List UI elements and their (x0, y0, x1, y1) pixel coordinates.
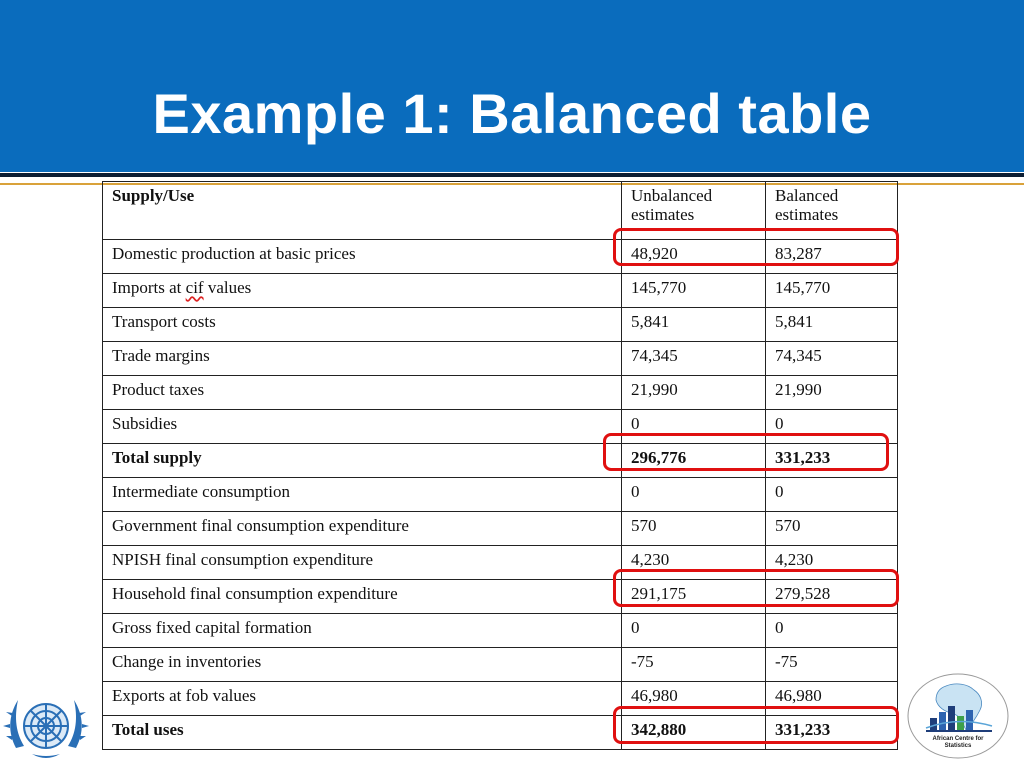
balanced-value: 331,233 (766, 444, 898, 478)
balanced-value: 4,230 (766, 546, 898, 580)
row-label (103, 512, 622, 546)
row-label (103, 614, 622, 648)
row-label-text: Subsidies (112, 414, 178, 433)
highlight-total-uses (613, 706, 899, 744)
row-label-text: Household final consumption expenditure (112, 584, 398, 603)
row-label-text: Imports at (112, 278, 186, 297)
balanced-value: 5,841 (766, 308, 898, 342)
unbalanced-value: 145,770 (622, 274, 766, 308)
unbalanced-value: 570 (622, 512, 766, 546)
balanced-value: -75 (766, 648, 898, 682)
header-unbalanced: Unbalanced estimates (622, 182, 766, 240)
slide-title: Example 1: Balanced table (152, 82, 872, 145)
unbalanced-value: 4,230 (622, 546, 766, 580)
balanced-value: 74,345 (766, 342, 898, 376)
row-label-text: Change in inventories (112, 652, 262, 671)
table-row (103, 478, 898, 512)
row-label-spellcheck-word: cif (185, 278, 204, 297)
balanced-value: 83,287 (766, 240, 898, 274)
table-row (103, 648, 898, 682)
row-label (103, 274, 622, 308)
row-label-text: Intermediate consumption (112, 482, 290, 501)
unbalanced-value: 21,990 (622, 376, 766, 410)
unbalanced-value: 296,776 (622, 444, 766, 478)
row-label-text: Total supply (112, 448, 202, 467)
row-label-text: Product taxes (112, 380, 205, 399)
table-row (103, 342, 898, 376)
unbalanced-value: 74,345 (622, 342, 766, 376)
row-label-text: Government final consumption expenditure (112, 516, 409, 535)
balanced-value: 46,980 (766, 682, 898, 716)
table-row (103, 614, 898, 648)
acs-logo-text-line1: African Centre for (932, 736, 984, 742)
row-label (103, 648, 622, 682)
balanced-value: 145,770 (766, 274, 898, 308)
balanced-value: 0 (766, 614, 898, 648)
balanced-value: 21,990 (766, 376, 898, 410)
balanced-value: 0 (766, 410, 898, 444)
balanced-value: 279,528 (766, 580, 898, 614)
table-row (103, 512, 898, 546)
unbalanced-value: 0 (622, 478, 766, 512)
row-label-text: Domestic production at basic prices (112, 244, 356, 263)
acs-logo (906, 672, 1010, 762)
unbalanced-value: 291,175 (622, 580, 766, 614)
row-label (103, 716, 622, 750)
row-label-text-suffix: values (203, 278, 252, 297)
balanced-value: 570 (766, 512, 898, 546)
row-label (103, 580, 622, 614)
row-label (103, 682, 622, 716)
highlight-household-consumption (613, 569, 899, 607)
row-label-text: NPISH final consumption expenditure (112, 550, 374, 569)
acs-logo-text-line2: Statistics (944, 743, 972, 749)
balanced-value: 0 (766, 478, 898, 512)
unbalanced-value: 5,841 (622, 308, 766, 342)
row-label (103, 342, 622, 376)
row-label (103, 444, 622, 478)
table-row (103, 308, 898, 342)
row-label (103, 546, 622, 580)
unbalanced-value: -75 (622, 648, 766, 682)
highlight-total-supply (603, 433, 889, 471)
banner-divider (0, 173, 1024, 177)
row-label-text: Exports at fob values (112, 686, 256, 705)
unbalanced-value: 48,920 (622, 240, 766, 274)
header-supply-use: Supply/Use (103, 182, 622, 240)
unbalanced-value: 0 (622, 614, 766, 648)
table-row (103, 274, 898, 308)
unbalanced-value: 342,880 (622, 716, 766, 750)
unbalanced-value: 46,980 (622, 682, 766, 716)
row-label-text: Trade margins (112, 346, 210, 365)
un-emblem-logo (2, 688, 90, 766)
row-label (103, 478, 622, 512)
row-label (103, 410, 622, 444)
row-label-text: Transport costs (112, 312, 216, 331)
highlight-domestic-production (613, 228, 899, 266)
balanced-value: 331,233 (766, 716, 898, 750)
header-balanced: Balanced estimates (766, 182, 898, 240)
row-label-text: Total uses (112, 720, 184, 739)
table-row (103, 376, 898, 410)
row-label-text: Gross fixed capital formation (112, 618, 312, 637)
row-label (103, 240, 622, 274)
row-label (103, 308, 622, 342)
unbalanced-value: 0 (622, 410, 766, 444)
row-label (103, 376, 622, 410)
